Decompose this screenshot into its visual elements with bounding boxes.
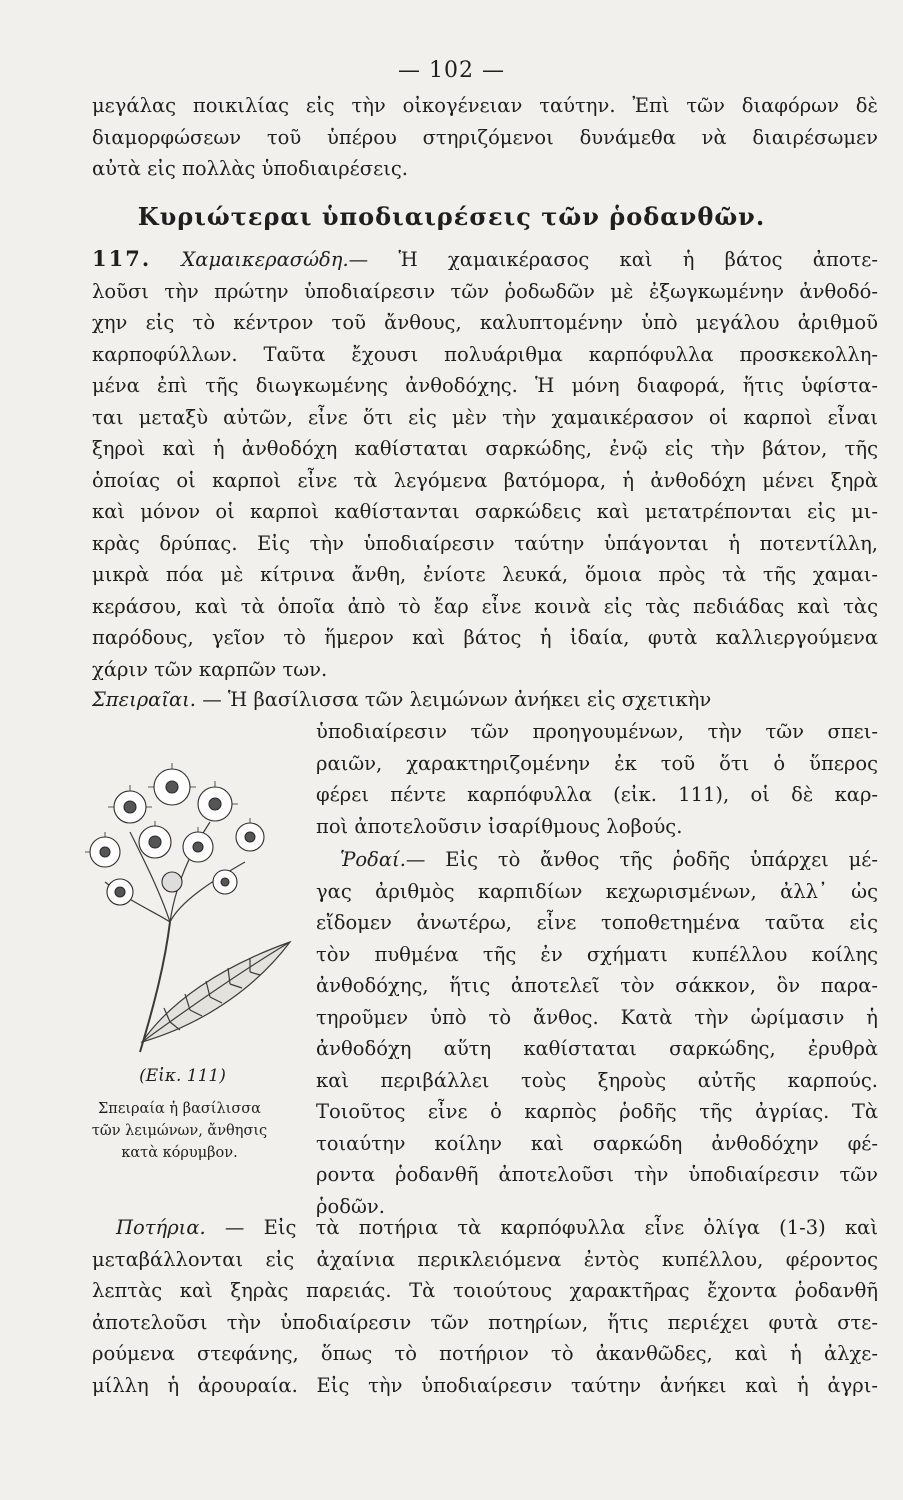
text-line: ἀποτελοῦσι τὴν ὑποδιαίρεσιν τῶν ποτηρίων, ἥτις περιέχει φυτὰ στε- — [92, 1310, 878, 1334]
text-line: ὁποίας οἱ καρποὶ εἶνε τὰ λεγόμενα βατόμορα, ἡ ἀνθοδόχη μένει ξηρὰ — [92, 468, 878, 492]
text-line: γας ἀριθμὸς καρπιδίων κεχωρισμένων, ἀλλ᾽ ὡς — [316, 879, 878, 903]
rodai-paragraph — [316, 844, 878, 1222]
page-number: — 102 — — [398, 58, 505, 83]
text-line: αὐτὰ εἰς πολλὰς ὑποδιαιρέσεις. — [92, 157, 408, 180]
potiria-paragraph — [92, 1212, 878, 1401]
text-line: τοιαύτην κοίλην καὶ σαρκώδη ἀνθοδόχην φέ- — [316, 1131, 878, 1155]
text-line: λοῦσι τὴν πρώτην ὑποδιαίρεσιν τῶν ῥοδωδῶν μὲ ἐξωγκωμένην ἀνθοδό- — [92, 279, 878, 303]
text-line: Τοιοῦτος εἶνε ὁ καρπὸς ῥοδῆς τῆς ἀγρίας. Τὰ — [316, 1100, 878, 1123]
text-line: μένα ἐπὶ τῆς διωγκωμένης ἀνθοδόχης. Ἡ μόνη διαφορά, ἥτις ὑφίστα- — [92, 374, 878, 397]
text-line: τηροῦμεν ὑπὸ τὸ ἄνθος. Κατὰ τὴν ὡρίμασιν ἡ — [316, 1005, 878, 1029]
text-line — [92, 243, 878, 276]
text-line: ραιῶν, χαρακτηριζομένην ἐκ τοῦ ὅτι ὁ ὕπερος — [316, 751, 878, 775]
text-line: ποὶ ἀποτελοῦσιν ἰσαρίθμους λοβούς. — [316, 814, 683, 838]
text-line: μίλλη ἡ ἀρουραία. Εἰς τὴν ὑποδιαίρεσιν ταύτην ἀνήκει καὶ ἡ ἀγρι- — [92, 1373, 878, 1397]
section-117-paragraph — [92, 243, 878, 685]
caption-line: τῶν λειμώνων, ἄνθησις — [91, 1123, 268, 1139]
intro-paragraph — [92, 90, 878, 185]
caption-line: Σπειραία ἡ βασίλισσα — [98, 1101, 261, 1117]
text-line: διαμορφώσεων τοῦ ὑπέρου στηριζόμενοι δυνάμεθα νὰ διαιρέσωμεν — [92, 125, 878, 149]
text-line: καὶ μόνον οἱ καρποὶ καθίστανται σαρκώδεις καὶ μετατρέπονται εἰς μι- — [92, 500, 878, 523]
text-line: τὸν πυθμένα τῆς ἐν σχήματι κυπέλλου κοίλης — [316, 942, 878, 966]
section-number: 117. — [92, 246, 152, 271]
rodai-label: Ῥοδαί. — [340, 848, 406, 871]
text-line — [92, 684, 878, 716]
text-line: ἀνθοδόχης, ἥτις ἀποτελεῖ τὸν σάκκον, ὃν παρα- — [316, 974, 878, 997]
text-line: μεταβάλλονται εἰς ἀχαίνια περικλειόμενα ἐντὸς κυπέλλου, φέροντος — [92, 1247, 878, 1271]
speiraiai-paragraph — [316, 716, 878, 842]
text-fragment: — Εἰς τὸ ἄνθος τῆς ῥοδῆς ὑπάρχει μέ- — [405, 848, 878, 871]
figure-caption — [52, 1098, 307, 1164]
text-line: ὑποδιαίρεσιν τῶν προηγουμένων, τὴν τῶν σπει- — [316, 720, 878, 743]
text-line: ται μεταξὺ αὐτῶν, εἶνε ὅτι εἰς μὲν τὴν χαμαικέρασον οἱ καρποὶ εἶναι — [92, 405, 878, 429]
text-line: κεράσου, καὶ τὰ ὁποῖα ἀπὸ τὸ ἔαρ εἶνε κοινὰ εἰς τὰς πεδιάδας καὶ τὰς — [92, 594, 878, 618]
text-line: παρόδους, γεῖον τὸ ἥμερον καὶ βάτος ἡ ἰδαία, φυτὰ καλλιεργούμενα — [92, 626, 878, 649]
caption-line: κατὰ κόρυμβον. — [121, 1145, 238, 1161]
text-line — [316, 844, 878, 876]
text-line: μικρὰ πόα μὲ κίτρινα ἄνθη, ἐνίοτε λευκά, ὅμοια πρὸς τὰ τῆς χαμαι- — [92, 563, 878, 586]
text-line: φέρει πέντε καρπόφυλλα (εἰκ. 111), οἱ δὲ καρ- — [316, 783, 878, 806]
text-line: ῥοδῶν. — [316, 1194, 385, 1218]
section-title: Χαμαικερασώδη. — [181, 248, 349, 271]
text-line: ξηροὶ καὶ ἡ ἀνθοδόχη καθίσταται σαρκώδης, ἐνῷ εἰς τὴν βάτον, τῆς — [92, 437, 878, 460]
figure-label: (Εἰκ. 111) — [139, 1066, 226, 1086]
speiraiai-first-line — [92, 684, 878, 716]
potiria-label: Ποτήρια. — [116, 1216, 206, 1239]
text-line — [92, 1212, 878, 1244]
text-fragment: — Εἰς τὰ ποτήρια τὰ καρπόφυλλα εἶνε ὀλίγα (1-3) καὶ — [224, 1216, 878, 1239]
spiraea-illustration — [60, 752, 305, 1072]
section-heading: Κυριώτεραι ὑποδιαιρέσεις τῶν ῥοδανθῶν. — [137, 202, 766, 231]
text-line: καὶ περιβάλλει τοὺς ξηροὺς αὐτῆς καρπούς. — [316, 1068, 878, 1092]
text-fragment: — Ἡ χαμαικέρασος καὶ ἡ βάτος ἀποτε- — [348, 248, 878, 271]
text-line: χάριν τῶν καρπῶν των. — [92, 657, 328, 681]
text-line: ροντα ῥοδανθῆ ἀποτελοῦσι τὴν ὑποδιαίρεσιν τῶν — [316, 1163, 878, 1186]
text-line: εἴδομεν ἀνωτέρω, εἶνε τοποθετημένα ταῦτα εἰς — [316, 911, 878, 934]
text-line: λεπτὰς καὶ ξηρὰς παρειάς. Τὰ τοιούτους χαρακτῆρας ἔχοντα ῥοδανθῆ — [92, 1279, 878, 1302]
text-line: κρὰς δρύπας. Εἰς τὴν ὑποδιαίρεσιν ταύτην ὑπάγονται ἡ ποτεντίλλη, — [92, 531, 878, 555]
text-line: μεγάλας ποικιλίας εἰς τὴν οἰκογένειαν ταύτην. Ἐπὶ τῶν διαφόρων δὲ — [92, 94, 878, 117]
text-fragment: — Ἡ βασίλισσα τῶν λειμώνων ἀνήκει εἰς σχετικὴν — [202, 688, 712, 711]
speiraiai-label: Σπειραῖαι. — [92, 688, 197, 711]
text-line: χην εἰς τὸ κέντρον τοῦ ἄνθους, καλυπτομένην ὑπὸ μεγάλου ἀριθμοῦ — [92, 311, 878, 334]
text-line: ἀνθοδόχη αὕτη καθίσταται σαρκώδης, ἐρυθρὰ — [316, 1037, 878, 1060]
text-line: ρούμενα στεφάνης, ὅπως τὸ ποτήριον τὸ ἀκανθῶδες, καὶ ἡ ἀλχε- — [92, 1342, 878, 1365]
text-line: καρποφύλλων. Ταῦτα ἔχουσι πολυάριθμα καρπόφυλλα προσκεκολλη- — [92, 342, 878, 366]
